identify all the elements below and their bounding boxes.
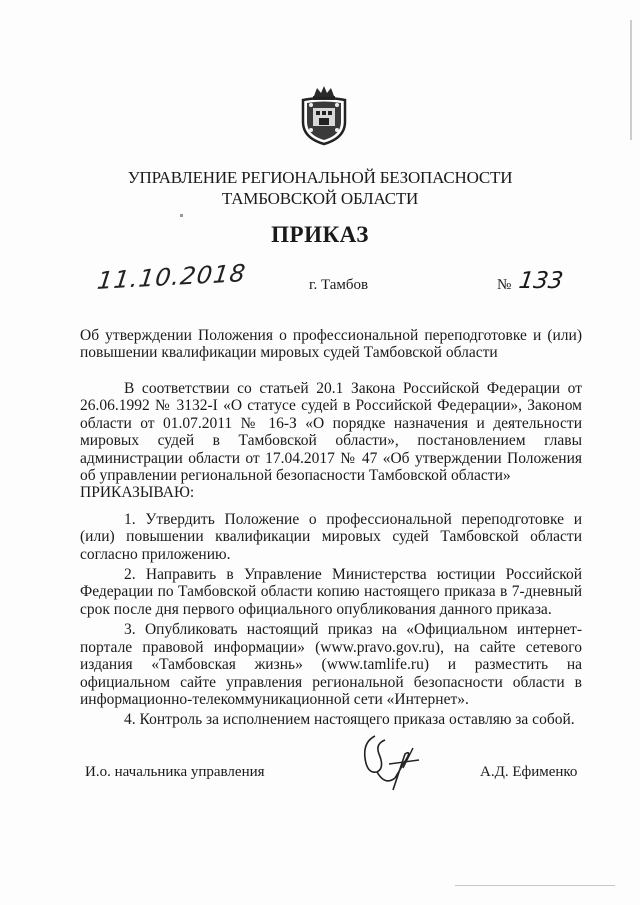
scan-speck	[180, 214, 183, 217]
handwritten-order-number: 133	[517, 268, 565, 294]
order-item-1: 1. Утвердить Положение о профессиональной переподготовке и (или) повышении квалификации мировых судей Тамбовской области согласно приложению.	[80, 510, 582, 563]
handwritten-date: 11.10.2018	[95, 259, 248, 295]
order-item-4: 4. Контроль за исполнением настоящего приказа оставляю за собой.	[124, 711, 575, 729]
order-item-3: 3. Опубликовать настоящий приказ на «Официальном интернет-портале правовой информации» (www.pravo.gov.ru), на сайте сетевого издания «Тамбовская жизнь» (www.tamlife.ru) и разместить на официальном сайте управления региональной безопасности области в информационно-телекоммуникационной сети «Интернет».	[80, 621, 582, 708]
scan-edge-line	[630, 20, 632, 140]
document-type-title: ПРИКАЗ	[271, 222, 369, 247]
decree-word: ПРИКАЗЫВАЮ:	[80, 484, 195, 502]
issuing-organization	[0, 167, 640, 209]
org-line-1: УПРАВЛЕНИЕ РЕГИОНАЛЬНОЙ БЕЗОПАСНОСТИ	[127, 168, 513, 187]
signatory-name: А.Д. Ефименко	[480, 764, 578, 780]
signatory-position: И.о. начальника управления	[85, 764, 265, 780]
coat-of-arms-emblem	[297, 82, 351, 146]
org-line-2: ТАМБОВСКОЙ ОБЛАСТИ	[221, 189, 419, 208]
number-sign: №	[497, 277, 512, 293]
city-label: г. Тамбов	[309, 277, 369, 293]
order-body	[80, 380, 582, 729]
handwritten-signature	[355, 728, 445, 798]
scan-artifact-line	[455, 885, 615, 886]
preamble-paragraph: В соответствии со статьей 20.1 Закона Российской Федерации от 26.06.1992 № 3132-I «О статусе судей в Российской Федерации», Законом области от 01.07.2011 № 16-З «О порядке назначения и деятельности мировых судей в Тамбовской области», постановлением главы администрации области от 17.04.2017 № 47 «Об утверждении Положения об управлении региональной безопасности Тамбовской области»	[80, 380, 582, 485]
order-subject: Об утверждении Положения о профессиональной переподготовке и (или) повышении квалификации мировых судей Тамбовской области	[80, 327, 582, 361]
order-item-2: 2. Направить в Управление Министерства юстиции Российской Федерации по Тамбовской области копию настоящего приказа в 7-дневный срок после дня первого официального опубликования данного приказа.	[80, 566, 582, 618]
